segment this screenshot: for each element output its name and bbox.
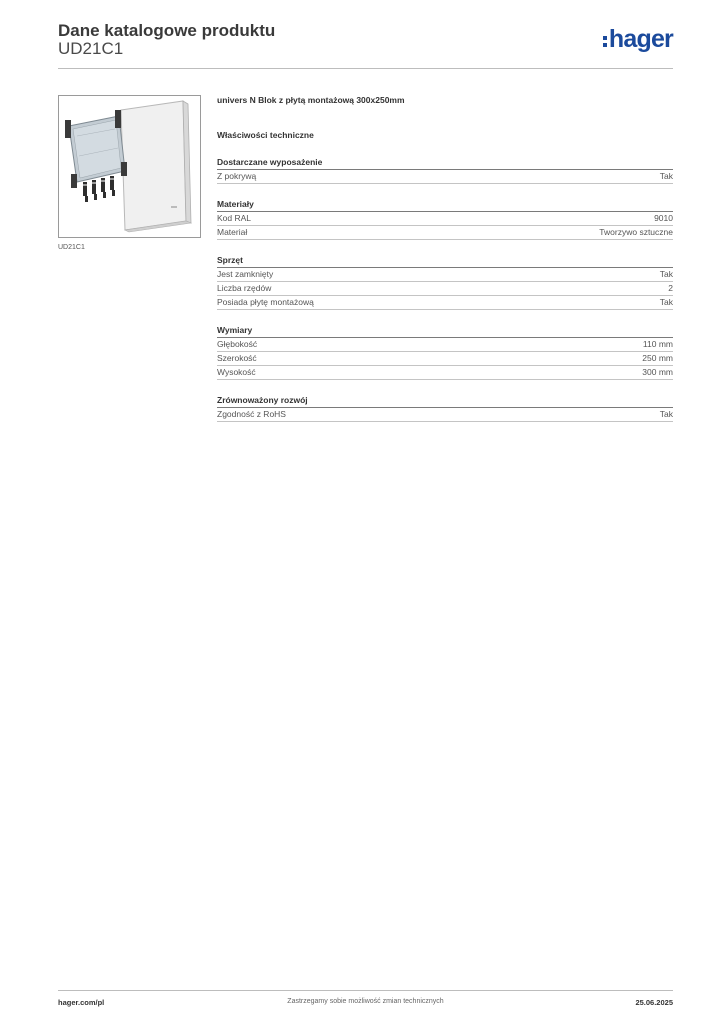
row-value: 110 mm: [642, 339, 673, 349]
document-title: Dane katalogowe produktu: [58, 21, 276, 40]
table-row: [217, 226, 673, 240]
product-details: [217, 95, 673, 422]
section-title: Zrównoważony rozwój: [217, 394, 673, 408]
hager-logo: [603, 26, 673, 52]
row-value: 250 mm: [642, 353, 673, 363]
row-label: Jest zamknięty: [217, 269, 274, 279]
row-value: Tak: [659, 409, 673, 419]
row-label: Zgodność z RoHS: [217, 409, 286, 419]
row-label: Kod RAL: [217, 213, 252, 223]
row-label: Posiada płytę montażową: [217, 297, 314, 307]
row-label: Liczba rzędów: [217, 283, 272, 293]
image-caption: UD21C1: [58, 244, 85, 251]
table-row: [217, 170, 673, 184]
product-image: [58, 95, 201, 238]
row-label: Materiał: [217, 227, 248, 237]
section-title: Dostarczane wyposażenie: [217, 156, 673, 170]
product-code: UD21C1: [58, 39, 124, 58]
enclosure-illustration-icon: [59, 96, 200, 237]
table-row: [217, 282, 673, 296]
section-title: Wymiary: [217, 324, 673, 338]
footer-divider: [58, 990, 673, 991]
row-value: 2: [668, 283, 673, 293]
row-label: Z pokrywą: [217, 171, 257, 181]
table-row: [217, 366, 673, 380]
section-title: Materiały: [217, 198, 673, 212]
table-row: [217, 268, 673, 282]
logo-text: hager: [608, 24, 673, 53]
row-label: Szerokość: [217, 353, 257, 363]
row-label: Wysokość: [217, 367, 256, 377]
footer-date: 25.06.2025: [635, 998, 673, 1007]
table-row: [217, 296, 673, 310]
row-value: Tak: [659, 269, 673, 279]
product-name: univers N Blok z płytą montażową 300x250mm: [217, 95, 405, 105]
page-footer: [58, 998, 673, 1010]
row-value: Tworzywo sztuczne: [599, 227, 673, 237]
table-row: [217, 212, 673, 226]
row-label: Głębokość: [217, 339, 258, 349]
header-divider: [58, 68, 673, 69]
page-header: [58, 20, 673, 70]
table-row: [217, 338, 673, 352]
footer-website: hager.com/pl: [58, 998, 105, 1007]
table-row: [217, 408, 673, 422]
footer-disclaimer: Zastrzegamy sobie możliwość zmian technicznych: [287, 998, 444, 1005]
row-value: Tak: [659, 171, 673, 181]
technical-properties-heading: Właściwości techniczne: [217, 130, 314, 140]
row-value: 9010: [654, 213, 673, 223]
logo-colon-icon: [603, 36, 607, 47]
row-value: 300 mm: [642, 367, 673, 377]
row-value: Tak: [659, 297, 673, 307]
section-title: Sprzęt: [217, 254, 673, 268]
table-row: [217, 352, 673, 366]
